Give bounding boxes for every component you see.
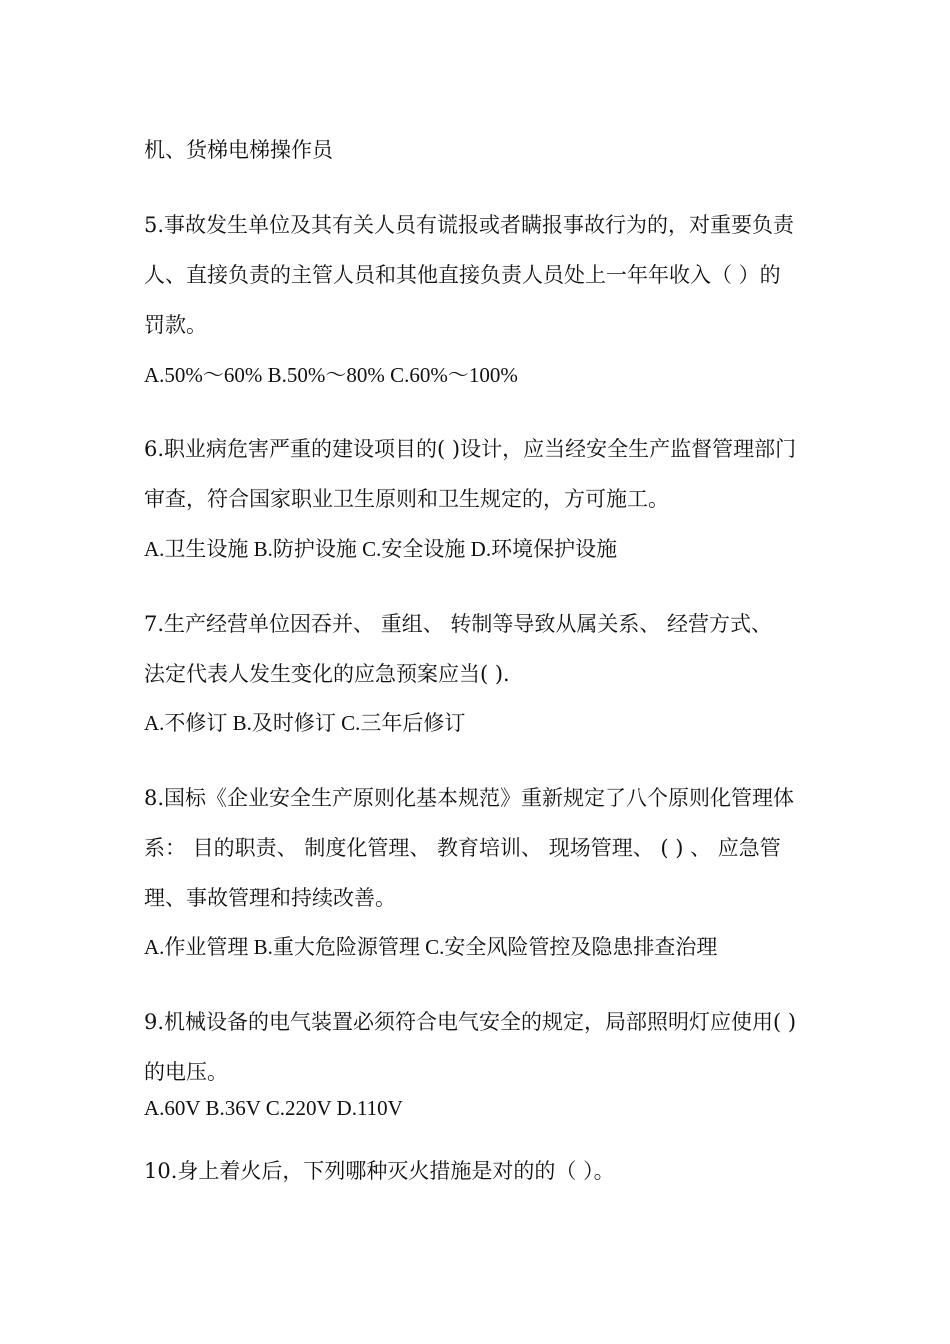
question-9-line-1: 9.机械设备的电气装置必须符合电气安全的规定，局部照明灯应使用( ) (144, 1010, 797, 1034)
question-7-line-1: 7.生产经营单位因吞并、 重组、 转制等导致从属关系、 经营方式、 (144, 612, 773, 636)
question-6-line-2: 审查，符合国家职业卫生原则和卫生规定的，方可施工。 (144, 487, 669, 511)
question-9-options: A.60V B.36V C.220V D.110V (144, 1096, 403, 1120)
question-9-line-2: 的电压。 (144, 1060, 228, 1084)
question-5-line-2: 人、直接负责的主管人员和其他直接负责人员处上一年年收入（ ）的 (144, 263, 781, 287)
question-8-line-3: 理、事故管理和持续改善。 (144, 886, 396, 910)
question-7-line-2: 法定代表人发生变化的应急预案应当( ). (144, 662, 510, 686)
question-5-line-3: 罚款。 (144, 313, 207, 337)
continuation-text: 机、货梯电梯操作员 (144, 138, 333, 162)
question-10-line-1: 10.身上着火后，下列哪种灭火措施是对的的（ ）。 (144, 1159, 615, 1183)
question-6-options: A.卫生设施 B.防护设施 C.安全设施 D.环境保护设施 (144, 537, 618, 561)
question-8-options: A.作业管理 B.重大危险源管理 C.安全风险管控及隐患排查治理 (144, 935, 718, 959)
question-8-line-2: 系： 目的职责、 制度化管理、 教育培训、 现场管理、 ( ) 、 应急管 (144, 836, 781, 860)
question-8-line-1: 8.国标《企业安全生产原则化基本规范》重新规定了八个原则化管理体 (144, 786, 795, 810)
question-5-options: A.50%～60% B.50%～80% C.60%～100% (144, 363, 518, 387)
question-7-options: A.不修订 B.及时修订 C.三年后修订 (144, 711, 466, 735)
question-5-line-1: 5.事故发生单位及其有关人员有谎报或者瞒报事故行为的，对重要负责 (144, 213, 795, 237)
question-6-line-1: 6.职业病危害严重的建设项目的( )设计，应当经安全生产监督管理部门 (144, 437, 797, 461)
